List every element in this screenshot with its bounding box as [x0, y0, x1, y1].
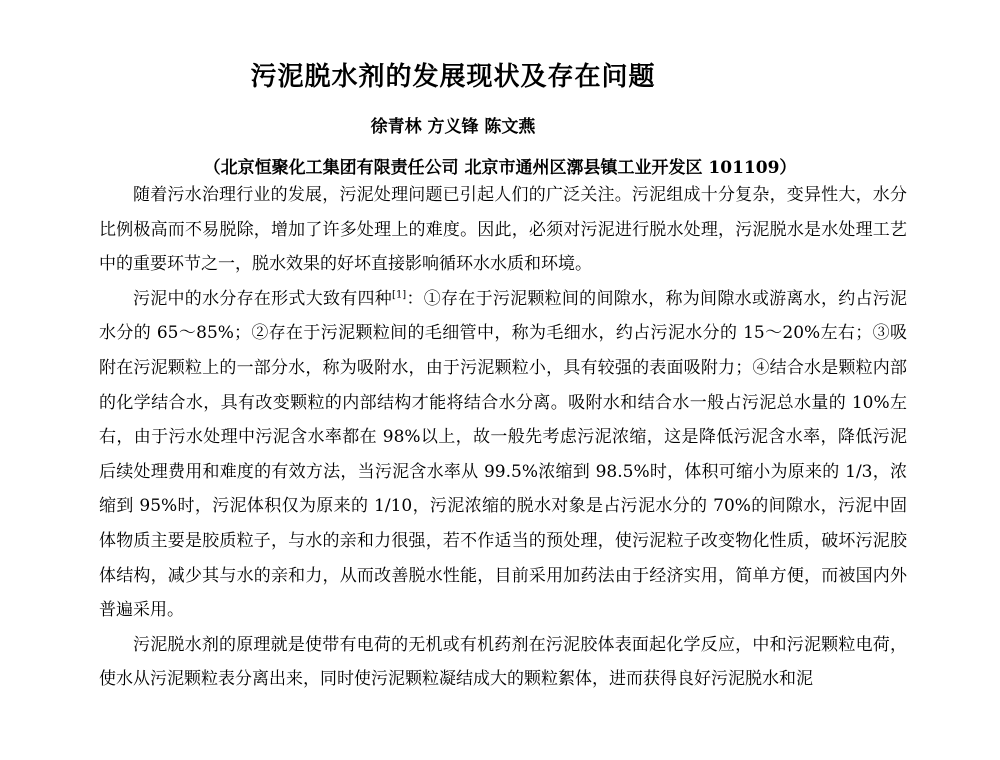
paper-body [99, 178, 907, 697]
paragraph-text-before-ref: 污泥中的水分存在形式大致有四种 [133, 288, 393, 309]
citation-reference[interactable]: [1] [392, 289, 407, 301]
paragraph-intro: 随着污水治理行业的发展，污泥处理问题已引起人们的广泛关注。污泥组成十分复杂，变异性大，水分比例极高而不易脱除，增加了许多处理上的难度。因此，必须对污泥进行脱水处理，污泥脱水是水处理工艺中的重要环节之一，脱水效果的好坏直接影响循环水水质和环境。 [99, 185, 907, 275]
paragraph-water-forms [99, 282, 907, 628]
paragraph-dewatering-principle: 污泥脱水剂的原理就是使带有电荷的无机或有机药剂在污泥胶体表面起化学反应，中和污泥颗粒电荷，使水从污泥颗粒表分离出来，同时使污泥颗粒凝结成大的颗粒絮体，进而获得良好污泥脱水和泥 [99, 634, 907, 690]
paper-title: 污泥脱水剂的发展现状及存在问题 [250, 62, 656, 92]
paper-affiliation: （北京恒聚化工集团有限责任公司 北京市通州区漷县镇工业开发区 101109） [203, 158, 797, 178]
paragraph-text-after-ref: ：①存在于污泥颗粒间的间隙水，称为间隙水或游离水，约占污泥水分的 65～85%；②存在于污泥颗粒间的毛细管中，称为毛细水，约占污泥水分的 15～20%左右；③吸附在污泥颗粒上的一部分水，称为吸附水，由于污泥颗粒小，具有较强的表面吸附力；④结合水是颗粒内部的化学结合水，具有改变颗粒的内部结构才能将结合水分离。吸附水和结合水一般占污泥总水量的 10%左右，由于污水处理中污泥含水率都在 98%以上，故一般先考虑污泥浓缩，这是降低污泥含水率，降低污泥后续处理费用和难度的有效方法，当污泥含水率从 99.5%浓缩到 98.5%时，体积可缩小为原来的 1/3，浓缩到 95%时，污泥体积仅为原来的 1/10，污泥浓缩的脱水对象是占污泥水分的 70%的间隙水，污泥中固体物质主要是胶质粒子，与水的亲和力很强，若不作适当的预处理，使污泥粒子改变物化性质，破坏污泥胶体结构，减少其与水的亲和力，从而改善脱水性能，目前采用加药法由于经济实用，简单方便，而被国内外普遍采用。 [99, 288, 908, 621]
paper-authors: 徐青林 方义锋 陈文燕 [370, 117, 536, 137]
